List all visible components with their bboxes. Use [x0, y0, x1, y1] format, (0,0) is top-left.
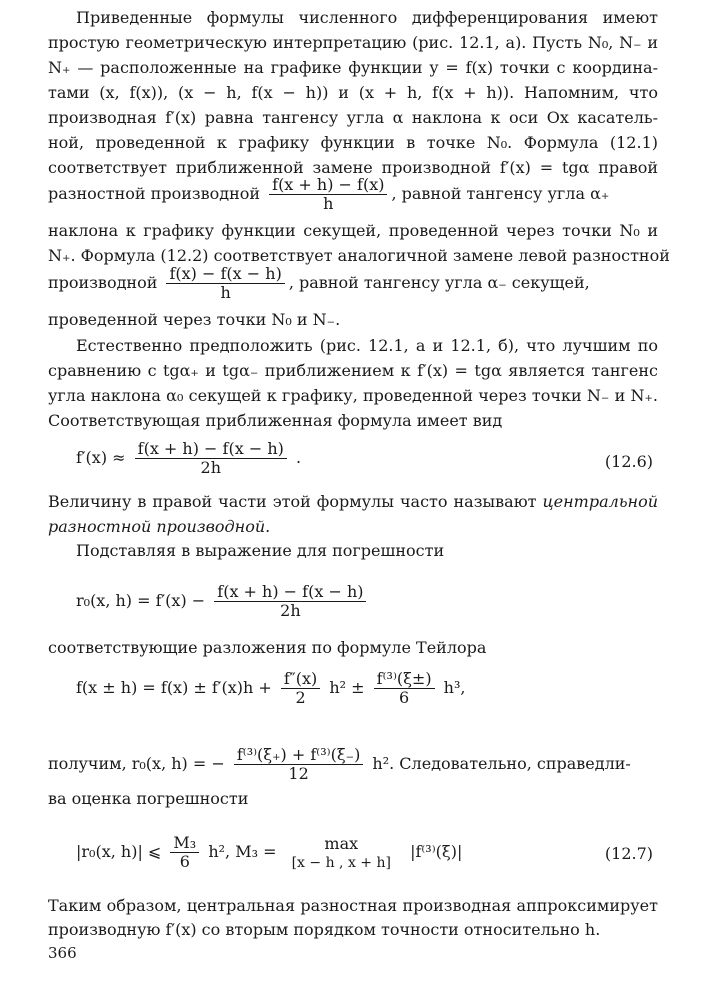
equation-lhs: f′(x) ≈	[76, 448, 126, 467]
fraction-denominator: 2	[295, 688, 306, 707]
text-line: N₊. Формула (12.2) соответствует аналогичной замене левой разностной	[48, 246, 670, 265]
fraction-denominator: 2h	[200, 458, 221, 477]
equation-lhs: r₀(x, h) = f′(x) −	[76, 591, 206, 610]
fraction-numerator: f(x + h) − f(x − h)	[135, 440, 287, 459]
text-line: наклона к графику функции секущей, проведенной через точки N₀ и	[48, 221, 658, 240]
equation-middle: h² ±	[329, 678, 365, 697]
equation-tail: h³,	[443, 678, 466, 697]
error-estimate-fraction	[234, 746, 363, 783]
fraction-denominator: 6	[399, 688, 410, 707]
equation-tail: |f⁽³⁾(ξ)|	[410, 842, 463, 861]
fraction-denominator: 2h	[280, 601, 301, 620]
fraction-numerator: f⁽³⁾(ξ₊) + f⁽³⁾(ξ₋)	[234, 746, 363, 765]
equation-tail: .	[295, 448, 302, 467]
text-line: ва оценка погрешности	[48, 789, 249, 808]
equation-lhs: f(x ± h) = f(x) ± f′(x)h +	[76, 678, 272, 697]
text-line-with-fraction	[48, 746, 658, 783]
fraction-denominator: 12	[288, 764, 309, 783]
text-line-with-fraction	[48, 176, 658, 213]
text-line	[48, 517, 658, 537]
text-line: ной, проведенной к графику функции в точке N₀. Формула (12.1)	[48, 133, 658, 152]
equation-number: (12.7)	[604, 844, 653, 863]
second-derivative-fraction	[281, 670, 320, 707]
text-line: Соответствующая приближенная формула имеет вид	[48, 411, 503, 430]
third-derivative-fraction	[374, 670, 435, 707]
text-line: соответствует приближенной замене производной f′(x) = tgα правой	[48, 158, 658, 177]
equation-number: (12.6)	[604, 452, 653, 471]
inline-text: Величину в правой части этой формулы часто называют	[48, 492, 537, 511]
inline-text: h². Следовательно, справедли-	[372, 754, 631, 773]
text-line: угла наклона α₀ секущей к графику, проведенной через точки N₋ и N₊.	[48, 386, 658, 405]
fraction-numerator: M₃	[170, 834, 199, 853]
fraction-denominator: h	[323, 194, 334, 213]
fraction-numerator: f⁽³⁾(ξ±)	[374, 670, 435, 689]
text-line-with-fraction	[48, 265, 658, 302]
fraction-numerator: f″(x)	[281, 670, 320, 689]
inline-text: , равной тангенсу угла α₊	[391, 184, 610, 203]
text-line: тами (x, f(x)), (x − h, f(x − h)) и (x + h, f(x + h)). Напомним, что	[48, 83, 658, 102]
equation-error	[76, 583, 370, 620]
max-label: max	[324, 834, 359, 853]
text-line: соответствующие разложения по формуле Тейлора	[48, 638, 487, 657]
inline-text: разностной производной	[48, 184, 261, 203]
text-line: проведенной через точки N₀ и N₋.	[48, 310, 341, 329]
text-line: Подставляя в выражение для погрешности	[76, 541, 445, 560]
text-line: производная f′(x) равна тангенсу угла α наклона к оси Ox касатель-	[48, 108, 658, 127]
term-italic: разностной производной.	[48, 517, 271, 536]
text-line: Естественно предположить (рис. 12.1, а и 12.1, б), что лучшим по	[76, 336, 658, 355]
text-line: производную f′(x) со вторым порядком точности относительно h.	[48, 920, 601, 939]
fraction-denominator: h	[220, 283, 231, 302]
equation-12-6	[76, 440, 301, 477]
term-italic: центральной	[542, 492, 658, 511]
text-line	[48, 492, 658, 512]
m3-fraction	[170, 834, 199, 871]
text-line: N₊ — расположенные на графике функции y = f(x) точки с координа-	[48, 58, 658, 77]
inline-text: получим, r₀(x, h) = −	[48, 754, 225, 773]
fraction-numerator: f(x) − f(x − h)	[166, 265, 284, 284]
max-operator	[292, 834, 391, 872]
equation-lhs: |r₀(x, h)| ⩽	[76, 842, 162, 861]
error-fraction	[214, 583, 366, 620]
left-difference-fraction	[166, 265, 284, 302]
fraction-numerator: f(x + h) − f(x)	[269, 176, 387, 195]
inline-text: производной	[48, 273, 158, 292]
fraction-numerator: f(x + h) − f(x − h)	[214, 583, 366, 602]
text-line: Таким образом, центральная разностная производная аппроксимирует	[48, 896, 658, 915]
equation-middle: h², M₃ =	[208, 842, 277, 861]
right-difference-fraction	[269, 176, 387, 213]
inline-text: , равной тангенсу угла α₋ секущей,	[288, 273, 590, 292]
central-difference-fraction	[135, 440, 287, 477]
page-number: 366	[48, 944, 77, 962]
text-line: Приведенные формулы численного дифференцирования имеют	[76, 8, 658, 27]
max-range: [x − h , x + h]	[291, 855, 391, 871]
text-line: сравнению с tgα₊ и tgα₋ приближением к f′(x) = tgα является тангенс	[48, 361, 658, 380]
text-line: простую геометрическую интерпретацию (рис. 12.1, а). Пусть N₀, N₋ и	[48, 33, 658, 52]
equation-12-7	[76, 834, 462, 872]
fraction-denominator: 6	[179, 852, 190, 871]
equation-taylor	[76, 670, 465, 707]
